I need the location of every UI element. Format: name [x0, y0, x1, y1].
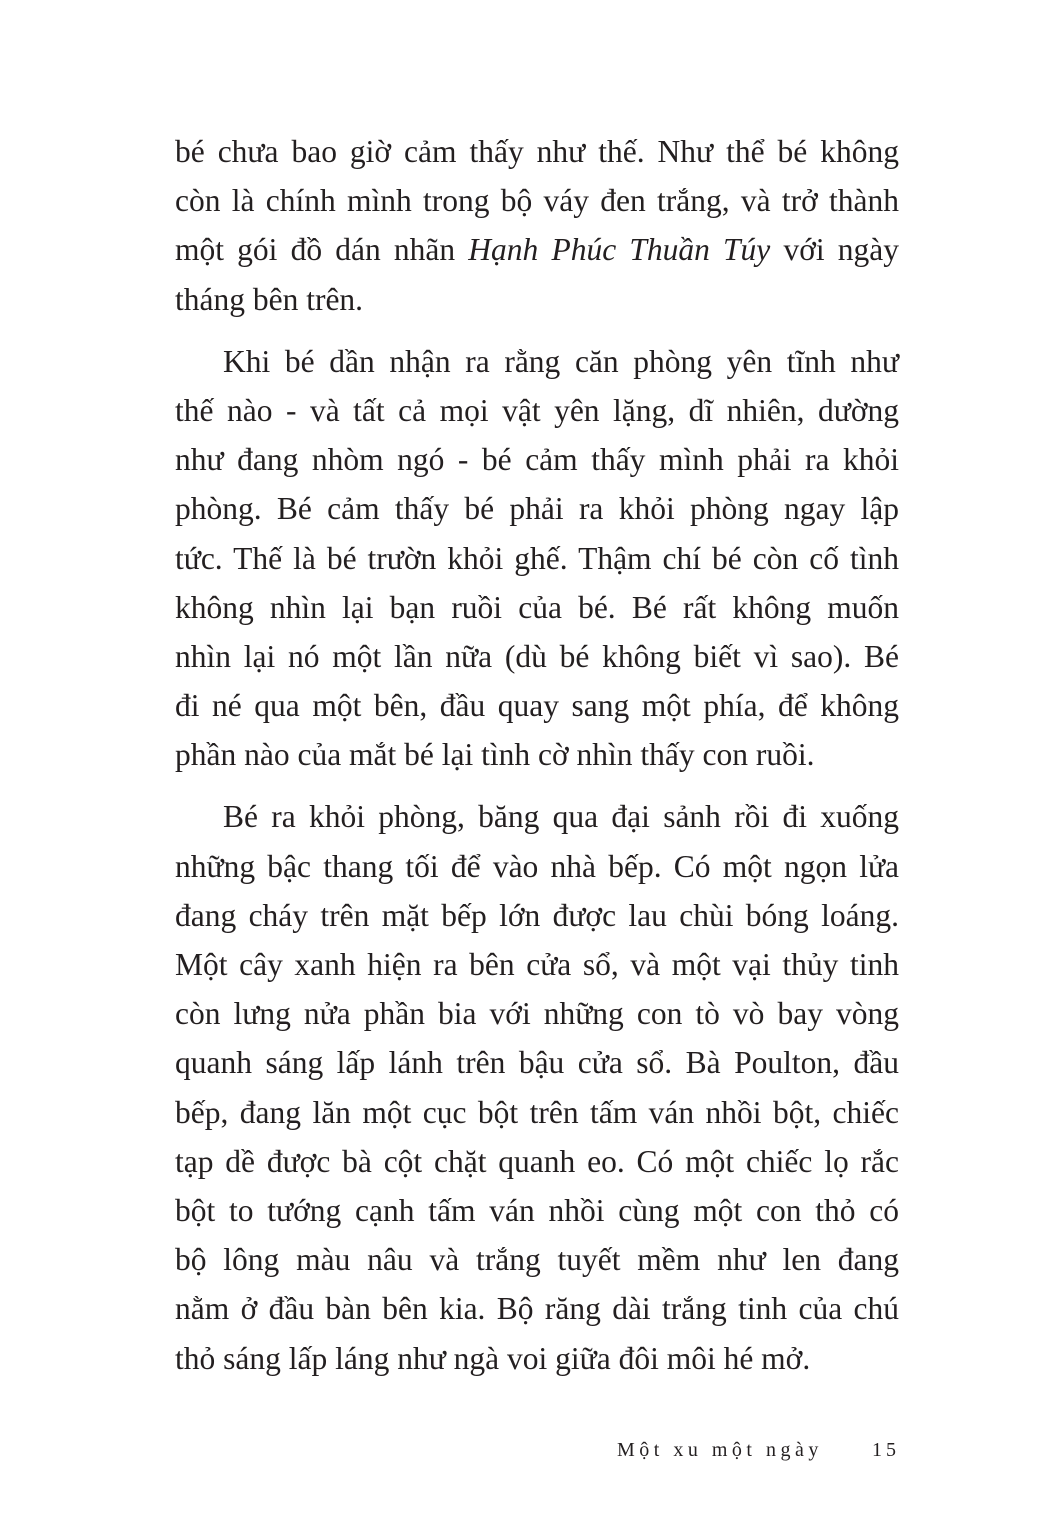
text-line: quanh sáng lấp lánh trên bậu cửa sổ. Bà Poulton, đầu	[175, 1045, 899, 1081]
text-line: tức. Thế là bé trườn khỏi ghế. Thậm chí bé còn cố tình	[175, 540, 899, 576]
text-line: những bậc thang tối để vào nhà bếp. Có một ngọn lửa	[175, 848, 899, 884]
text-line: như đang nhòm ngó - bé cảm thấy mình phải ra khỏi	[175, 442, 899, 478]
text-line: Một cây xanh hiện ra bên cửa sổ, và một vại thủy tinh	[175, 947, 899, 982]
text-line: nhìn lại nó một lần nữa (dù bé không biết vì sao). Bé	[175, 638, 899, 674]
page-number: 15	[872, 1439, 900, 1461]
text-line: tháng bên trên.	[175, 281, 364, 317]
text-line: còn lưng nửa phần bia với những con tò vò bay vòng	[175, 996, 899, 1032]
text-line: thế nào - và tất cả mọi vật yên lặng, dĩ nhiên, dường	[175, 392, 899, 428]
paragraph	[175, 792, 899, 1382]
text-line: thỏ sáng lấp láng như ngà voi giữa đôi môi hé mở.	[175, 1340, 811, 1376]
text-line: bé chưa bao giờ cảm thấy như thế. Như thể bé không	[175, 134, 899, 169]
text-line: Bé ra khỏi phòng, băng qua đại sảnh rồi đi xuống	[223, 799, 899, 835]
text-line: không nhìn lại bạn ruồi của bé. Bé rất không muốn	[175, 589, 899, 625]
text-line: bếp, đang lăn một cục bột trên tấm ván nhồi bột, chiếc	[175, 1094, 899, 1130]
text-line: tạp dề được bà cột chặt quanh eo. Có một chiếc lọ rắc	[175, 1143, 899, 1179]
italic-book-label: Hạnh Phúc Thuần Túy	[468, 232, 771, 268]
paragraph	[175, 127, 899, 324]
text-line: nằm ở đầu bàn bên kia. Bộ răng dài trắng tinh của chú	[175, 1291, 899, 1327]
text-line: Khi bé dần nhận ra rằng căn phòng yên tĩnh như	[223, 343, 899, 379]
text-line: còn là chính mình trong bộ váy đen trắng, và trở thành	[175, 183, 899, 219]
text-line: một gói đồ dán nhãn Hạnh Phúc Thuần Túy với ngày	[175, 232, 899, 268]
text-line: đang cháy trên mặt bếp lớn được lau chùi bóng loáng.	[175, 897, 899, 933]
page-footer	[560, 1432, 900, 1468]
text-line: phòng. Bé cảm thấy bé phải ra khỏi phòng ngay lập	[175, 491, 899, 527]
paragraph	[175, 337, 899, 780]
body-text	[175, 127, 899, 1383]
text-line: đi né qua một bên, đầu quay sang một phía, để không	[175, 688, 899, 724]
running-title: Một xu một ngày	[617, 1439, 823, 1461]
text-line: phần nào của mắt bé lại tình cờ nhìn thấy con ruồi.	[175, 737, 815, 773]
text-line: bộ lông màu nâu và trắng tuyết mềm như len đang	[175, 1242, 899, 1278]
text-line: bột to tướng cạnh tấm ván nhồi cùng một con thỏ có	[175, 1192, 899, 1228]
